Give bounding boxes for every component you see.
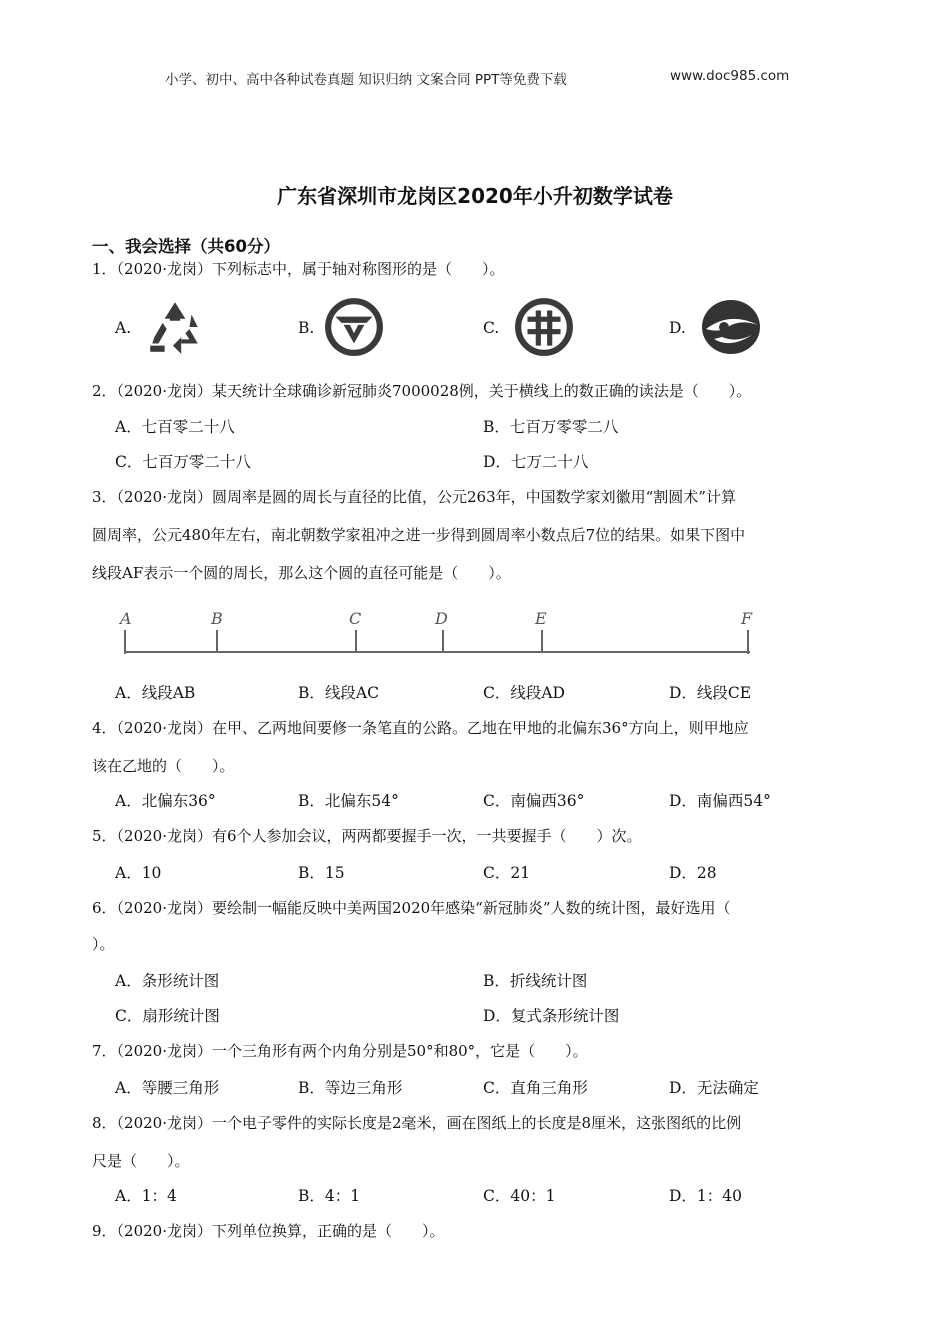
q6-option-d[interactable]: D．复式条形统计图	[483, 1007, 620, 1025]
q2-option-a[interactable]: A．七百零二十八	[115, 418, 235, 436]
header-tagline: 小学、初中、高中各种试卷真题 知识归纳 文案合同 PPT等免费下载	[165, 72, 567, 88]
q1-option-a[interactable]: A.	[115, 319, 132, 337]
shield-v-logo-icon	[323, 296, 385, 358]
q7-option-d[interactable]: D．无法确定	[669, 1079, 759, 1097]
q3-option-a[interactable]: A．线段AB	[115, 684, 196, 702]
question-8-stem-line-2: 尺是（ ）。	[92, 1152, 190, 1170]
q7-option-b[interactable]: B．等边三角形	[298, 1079, 403, 1097]
recycle-logo-icon	[144, 296, 206, 358]
point-label-b: B	[211, 609, 223, 628]
page-title: 广东省深圳市龙岗区2020年小升初数学试卷	[277, 184, 673, 208]
eye-swirl-logo-icon	[700, 296, 762, 358]
section-heading: 一、我会选择（共60分）	[92, 237, 280, 256]
header-site-link[interactable]: www.doc985.com	[670, 68, 790, 84]
question-3-stem-line-1: 3．（2020·龙岗）圆周率是圆的周长与直径的比值，公元263年，中国数学家刘徽用“割圆术”计算	[92, 488, 736, 506]
q2-option-d[interactable]: D．七万二十八	[483, 453, 589, 471]
q6-option-a[interactable]: A．条形统计图	[115, 972, 220, 990]
q4-option-b[interactable]: B．北偏东54°	[298, 792, 399, 810]
question-1-stem: 1．（2020·龙岗）下列标志中，属于轴对称图形的是（ ）。	[92, 260, 505, 278]
q1-option-d[interactable]: D.	[669, 319, 686, 337]
q7-option-a[interactable]: A．等腰三角形	[115, 1079, 220, 1097]
question-2-stem: 2．（2020·龙岗）某天统计全球确诊新冠肺炎7000028例，关于横线上的数正确的读法是（ ）。	[92, 382, 752, 400]
question-3-stem-line-2: 圆周率，公元480年左右，南北朝数学家祖冲之进一步得到圆周率小数点后7位的结果。如果下图中	[92, 526, 746, 544]
point-label-c: C	[349, 609, 362, 628]
question-7-stem: 7．（2020·龙岗）一个三角形有两个内角分别是50°和80°，它是（ ）。	[92, 1042, 588, 1060]
question-3-stem-line-3: 线段AF表示一个圆的周长，那么这个圆的直径可能是（ ）。	[92, 564, 511, 582]
point-label-a: A	[120, 609, 132, 628]
q6-option-c[interactable]: C．扇形统计图	[115, 1007, 220, 1025]
q5-option-b[interactable]: B．15	[298, 864, 345, 882]
q7-option-c[interactable]: C．直角三角形	[483, 1079, 588, 1097]
point-label-d: D	[435, 609, 448, 628]
q8-option-a[interactable]: A．1：4	[115, 1187, 177, 1205]
q3-option-c[interactable]: C．线段AD	[483, 684, 565, 702]
q2-option-c[interactable]: C．七百万零二十八	[115, 453, 251, 471]
point-label-f: F	[741, 609, 753, 628]
q4-option-a[interactable]: A．北偏东36°	[115, 792, 216, 810]
q8-option-d[interactable]: D．1：40	[669, 1187, 743, 1205]
q8-option-c[interactable]: C．40：1	[483, 1187, 556, 1205]
question-5-stem: 5．（2020·龙岗）有6个人参加会议，两两都要握手一次，一共要握手（ ）次。	[92, 827, 642, 845]
q2-option-b[interactable]: B．七百万零零二八	[483, 418, 619, 436]
segment-af-figure	[110, 600, 770, 662]
question-4-stem-line-2: 该在乙地的（ ）。	[92, 757, 235, 775]
q3-option-b[interactable]: B．线段AC	[298, 684, 379, 702]
q4-option-d[interactable]: D．南偏西54°	[669, 792, 771, 810]
q5-option-a[interactable]: A．10	[115, 864, 162, 882]
question-9-stem: 9．（2020·龙岗）下列单位换算，正确的是（ ）。	[92, 1222, 445, 1240]
q3-option-d[interactable]: D．线段CE	[669, 684, 752, 702]
question-8-stem-line-1: 8．（2020·龙岗）一个电子零件的实际长度是2毫米，画在图纸上的长度是8厘米，这张图纸的比例	[92, 1114, 742, 1132]
question-4-stem-line-1: 4．（2020·龙岗）在甲、乙两地间要修一条笔直的公路。乙地在甲地的北偏东36°方向上，则甲地应	[92, 719, 749, 737]
q1-option-c[interactable]: C.	[483, 319, 500, 337]
q4-option-c[interactable]: C．南偏西36°	[483, 792, 585, 810]
q6-option-b[interactable]: B．折线统计图	[483, 972, 588, 990]
circle-gate-logo-icon	[513, 296, 575, 358]
q8-option-b[interactable]: B．4：1	[298, 1187, 361, 1205]
q1-option-b[interactable]: B.	[298, 319, 315, 337]
question-6-stem-line-1: 6．（2020·龙岗）要绘制一幅能反映中美两国2020年感染“新冠肺炎”人数的统计图，最好选用（	[92, 899, 731, 917]
q5-option-c[interactable]: C．21	[483, 864, 531, 882]
question-6-stem-line-2: ）。	[92, 935, 115, 953]
point-label-e: E	[535, 609, 547, 628]
q5-option-d[interactable]: D．28	[669, 864, 717, 882]
